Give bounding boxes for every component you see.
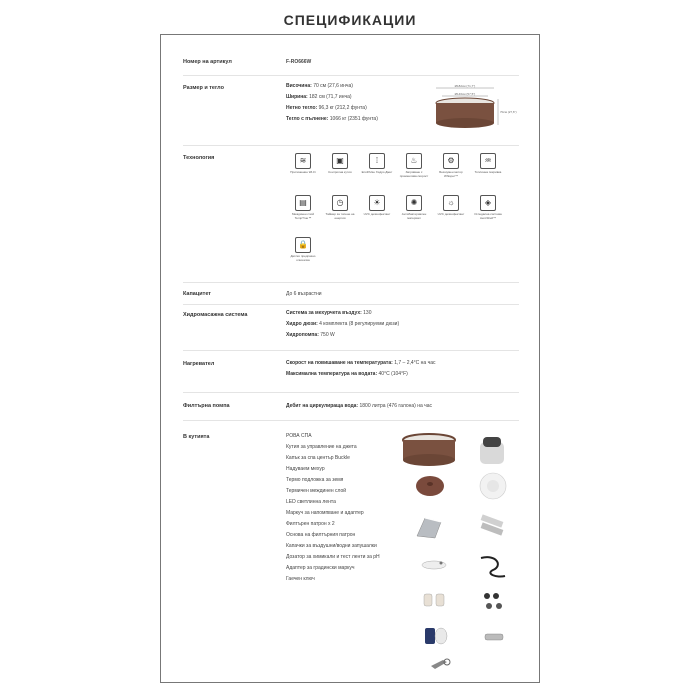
tech-caption: Антибактериален материал	[401, 212, 427, 220]
box-item: Капък за спа център Buckle	[286, 455, 350, 461]
page-title: СПЕЦИФИКАЦИИ	[283, 12, 417, 28]
thermal-layer-image	[413, 514, 445, 540]
filter-base-image	[419, 557, 449, 573]
control-box-icon	[332, 153, 348, 169]
ground-mat-image	[479, 472, 507, 500]
box-item: Кутия за управление на джета	[286, 444, 357, 450]
tech-feature	[323, 153, 357, 175]
spa-cover-image	[415, 474, 445, 498]
tech-caption: Огледална система AeroShell™	[474, 212, 502, 220]
box-item: Дозатор за химикали и тест ленти за pH	[286, 554, 380, 560]
tech-feature	[323, 195, 357, 220]
hydro-line-jets: Хидро дюзи: 4 комплекта (8 регулируеми дюзи)	[286, 321, 400, 327]
tech-feature	[397, 195, 431, 220]
tech-feature	[434, 153, 468, 178]
inflation-hose-image	[477, 552, 509, 580]
massage-icon	[369, 153, 385, 169]
size-line-width: Ширина: 182 см (71,7 инча)	[286, 94, 352, 100]
box-item: Адаптер за градински маркуч	[286, 565, 355, 571]
tech-glyph: ⚙	[447, 156, 455, 165]
tech-caption: Топлинна покривка	[474, 170, 502, 174]
tech-feature	[360, 153, 394, 175]
box-item: Основа на филтърния патрон	[286, 532, 356, 538]
svg-text:Ø182см (71,7"): Ø182см (71,7")	[454, 84, 476, 88]
hydro-line-pump: Хидропомпа: 750 W	[286, 332, 335, 338]
heater-lines	[286, 358, 435, 380]
child-lock-icon	[295, 237, 311, 253]
uvc2-icon	[443, 195, 459, 211]
row-technology	[183, 147, 519, 283]
row-label-article: Номер на артикул	[183, 59, 232, 65]
row-capacity	[183, 284, 519, 305]
plug-caps-image	[421, 590, 449, 612]
box-item: LED светлинна лента	[286, 499, 336, 505]
box-item: Термо подложка за земя	[286, 477, 344, 483]
article-number: F-RO666W	[286, 59, 312, 65]
row-label-size: Размер и тегло	[183, 85, 224, 91]
filter-system-icon	[480, 195, 496, 211]
size-line-height: Височина: 70 см (27,6 инча)	[286, 83, 353, 89]
tech-feature	[471, 195, 505, 220]
wrench-image	[427, 656, 453, 672]
row-box	[183, 422, 519, 677]
stopper-set-image	[481, 590, 507, 612]
tech-glyph: ♨	[410, 156, 418, 165]
layer-icon	[295, 195, 311, 211]
row-label-technology: Технология	[183, 155, 215, 161]
tech-feature	[434, 195, 468, 217]
tech-glyph: ☀	[373, 198, 381, 207]
tech-glyph: ◷	[336, 198, 344, 207]
control-box-image	[477, 434, 507, 468]
tech-glyph: ☼	[447, 198, 455, 207]
row-label-box: В кутията	[183, 434, 210, 440]
heat-cover-icon	[480, 153, 496, 169]
tech-glyph: ▣	[336, 156, 344, 165]
tech-feature	[286, 195, 320, 220]
svg-text:70см (27,6"): 70см (27,6")	[500, 110, 517, 114]
box-item: РОВА СПА	[286, 433, 312, 439]
tech-caption: Безшумен мотор Whisper™	[439, 170, 463, 178]
svg-text:Ø146см (57,5"): Ø146см (57,5")	[454, 92, 476, 96]
heater-line-rate: Скорост на повишаване на температурата: 1,7 – 2,4°C на час	[286, 360, 436, 366]
capacity-value: До 6 възрастни	[286, 291, 322, 297]
tech-glyph: ≋	[299, 156, 307, 165]
tech-glyph: 🔒	[298, 240, 308, 249]
row-label-pump: Филтърна помпа	[183, 403, 230, 409]
row-label-capacity: Капацитет	[183, 291, 211, 297]
tech-caption: Детско предпазно ключалка	[290, 254, 316, 262]
hose-adapter-image	[481, 628, 507, 646]
tech-feature	[360, 195, 394, 217]
tech-feature	[471, 153, 505, 175]
hydro-line-bubbles: Система за мехурчета въздух: 130	[286, 310, 372, 316]
box-item: Маркуч за напомпване и адаптер	[286, 510, 364, 516]
tech-caption: Контролна кутия	[328, 170, 352, 174]
fast-heat-icon	[406, 153, 422, 169]
spa-tub-image	[401, 432, 457, 468]
tech-caption: UVC дезинфектант	[363, 212, 391, 216]
row-label-hydro: Хидромасажна система	[183, 312, 248, 318]
row-article	[183, 51, 519, 76]
tub-dimension-diagram	[428, 83, 517, 133]
tech-caption: Таймер за топене на енергия	[325, 212, 355, 220]
hydro-lines	[286, 308, 399, 341]
box-item: Надуваем мехур	[286, 466, 325, 472]
box-contents-list	[286, 431, 380, 585]
tech-feature	[397, 153, 431, 178]
tech-caption: EnviPulse Хидро Джет	[361, 170, 393, 174]
tech-glyph: ◈	[484, 198, 492, 207]
box-item: Филтърен патрон x 2	[286, 521, 335, 527]
row-pump	[183, 394, 519, 421]
size-lines	[286, 81, 378, 125]
chemical-dispenser-image	[421, 624, 451, 650]
tech-caption: UVC дезинфектант	[437, 212, 465, 216]
timer-icon	[332, 195, 348, 211]
tech-caption: Междинен слой TempTrue™	[291, 212, 315, 220]
tech-feature	[286, 153, 320, 175]
row-hydro	[183, 306, 519, 351]
quiet-motor-icon	[443, 153, 459, 169]
uvc-icon	[369, 195, 385, 211]
filter-cartridges-image	[477, 514, 507, 540]
tech-feature	[286, 237, 320, 262]
spec-sheet	[160, 34, 540, 683]
tech-caption: Загряване с променлива скорост	[399, 170, 429, 178]
size-line-net-weight: Нетно тегло: 96,3 кг (212,2 фунта)	[286, 105, 367, 111]
row-size	[183, 77, 519, 146]
row-label-heater: Нагревател	[183, 361, 215, 367]
antibacterial-icon	[406, 195, 422, 211]
tech-glyph: ✺	[410, 198, 418, 207]
heater-line-max-temp: Максимална температура на водата: 40°C (104°F)	[286, 371, 408, 377]
size-line-filled-weight: Тегло с пълнене: 1066 кг (2351 фунта)	[286, 116, 378, 122]
box-item: Капачки за въздушни/водни запушалки	[286, 543, 377, 549]
tech-caption: Приложение Wi-Fi	[290, 170, 316, 174]
box-item: Термичен междинен слой	[286, 488, 347, 494]
wifi-icon	[295, 153, 311, 169]
tech-glyph: ▤	[299, 198, 307, 207]
tech-glyph: ♒	[484, 156, 492, 165]
box-item: Гаечен ключ	[286, 576, 315, 582]
pump-line-flow: Дебит на циркулираща вода: 1800 литра (476 галона) на час	[286, 403, 433, 409]
row-heater	[183, 352, 519, 393]
tech-glyph: ⁞	[375, 156, 379, 165]
